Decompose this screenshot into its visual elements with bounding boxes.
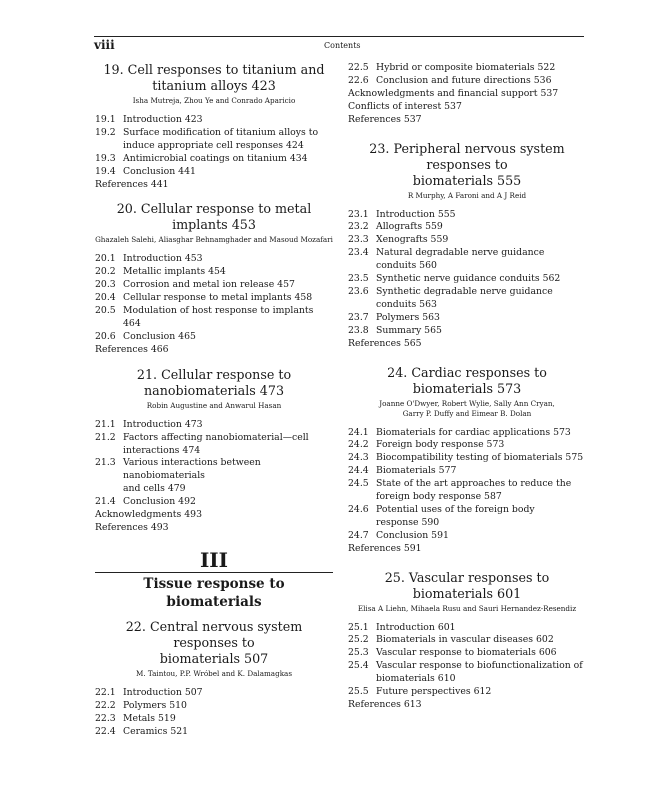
section-title: Conclusion 591 — [376, 529, 449, 541]
section-number: 20.2 — [95, 266, 116, 278]
section-number: 20.1 — [95, 253, 116, 265]
chapter-title-line: 25. Vascular responses to — [384, 569, 550, 585]
running-header — [94, 38, 584, 56]
toc-list — [348, 62, 586, 88]
toc-entry[interactable] — [348, 325, 586, 338]
section-number — [348, 491, 376, 504]
section-title: Conclusion 441 — [123, 165, 196, 177]
chapter-authors: R Murphy, A Faroni and A J Reid — [407, 190, 527, 200]
toc-references: References 591 — [348, 542, 422, 554]
section-title: Polymers 563 — [376, 311, 440, 323]
section-number: 22.4 — [95, 725, 116, 737]
toc-entry[interactable] — [95, 166, 333, 179]
toc-list — [348, 209, 586, 338]
section-number — [95, 445, 123, 458]
section-number: 25.1 — [348, 621, 369, 633]
section-number: 19.1 — [95, 114, 116, 125]
section-number: 24.2 — [348, 439, 369, 451]
section-number — [348, 299, 376, 312]
section-title: Antimicrobial coatings on titanium 434 — [123, 152, 308, 164]
section-title: Conclusion 465 — [123, 330, 196, 342]
section-number: 23.3 — [348, 234, 369, 246]
toc-entry[interactable] — [95, 483, 333, 496]
section-number — [348, 260, 376, 273]
section-title: Introduction 453 — [123, 253, 203, 265]
section-number: 21.4 — [95, 496, 116, 508]
section-number: 19.3 — [95, 152, 116, 164]
toc-acknowledgments: Acknowledgments 493 — [95, 509, 202, 521]
section-title: State of the art approaches to reduce the — [376, 478, 572, 490]
section-title: Future perspectives 612 — [376, 686, 492, 698]
section-number: 20.4 — [95, 292, 116, 304]
header-rule — [94, 36, 584, 37]
toc-references: References 441 — [95, 178, 169, 190]
toc-references: References 537 — [348, 113, 422, 125]
chapter-title-line: titanium alloys 423 — [152, 78, 276, 93]
section-number: 22.1 — [95, 686, 116, 698]
toc-acknowledgments: Acknowledgments and financial support 537 — [348, 87, 559, 99]
chapter-title-line: biomaterials 507 — [159, 650, 269, 666]
toc-entry[interactable] — [348, 530, 586, 543]
chapter-authors: Isha Mutreja, Zhou Ye and Conrado Aparicio — [132, 96, 296, 105]
section-number: 24.6 — [348, 503, 369, 515]
toc-references: References 565 — [348, 337, 422, 349]
toc-entry[interactable] — [95, 114, 333, 127]
toc-entry[interactable] — [348, 234, 586, 247]
section-number: 22.5 — [348, 62, 369, 73]
section-number: 23.8 — [348, 324, 369, 336]
part-rule — [95, 572, 333, 573]
toc-entry[interactable] — [95, 700, 333, 713]
chapter-25 — [348, 570, 586, 712]
toc-entry[interactable] — [348, 465, 586, 478]
section-title: induce appropriate cell responses 424 — [123, 139, 304, 151]
section-title: Surface modification of titanium alloys to — [123, 126, 319, 138]
section-number: 21.2 — [95, 431, 116, 443]
toc-entry[interactable] — [348, 62, 586, 75]
section-title: Introduction 473 — [123, 418, 203, 430]
section-number: 25.5 — [348, 686, 369, 698]
chapter-title-line: nanobiomaterials 473 — [143, 382, 285, 398]
section-title: Synthetic degradable nerve guidance — [376, 285, 553, 297]
section-number: 23.2 — [348, 221, 369, 233]
toc-entry[interactable] — [348, 312, 586, 325]
section-title: Potential uses of the foreign body — [376, 503, 535, 515]
toc-entry[interactable] — [95, 292, 333, 305]
chapter-19 — [95, 62, 333, 191]
section-number: 23.7 — [348, 311, 369, 323]
chapter-authors: Ghazaleh Salehi, Aliasghar Behnamghader and Masoud Mozafari — [95, 235, 333, 245]
section-title: Summary 565 — [376, 324, 442, 336]
toc-entry[interactable] — [95, 153, 333, 166]
section-title: and cells 479 — [123, 483, 186, 495]
section-title: Biomaterials in vascular diseases 602 — [376, 634, 554, 646]
toc-entry[interactable] — [348, 452, 586, 465]
toc-entry[interactable] — [348, 660, 586, 673]
section-title: Biocompatibility testing of biomaterials 575 — [376, 452, 584, 464]
section-number: 25.4 — [348, 660, 369, 672]
toc-entry[interactable] — [348, 299, 586, 312]
toc-entry[interactable] — [348, 260, 586, 273]
running-title: Contents — [324, 41, 361, 50]
toc-entry[interactable] — [95, 445, 333, 458]
chapter-23 — [348, 141, 586, 351]
chapter-title-line: 22. Central nervous system responses to — [125, 618, 303, 650]
section-title: Factors affecting nanobiomaterial—cell — [123, 431, 309, 443]
section-number: 20.6 — [95, 330, 116, 342]
section-number: 19.2 — [95, 126, 116, 138]
toc-entry[interactable] — [348, 209, 586, 222]
chapter-authors: M. Taintou, P.P. Wróbel and K. Dalamagkas — [135, 668, 293, 678]
toc-entry[interactable] — [95, 279, 333, 292]
toc-entry[interactable] — [348, 504, 586, 517]
section-number: 24.1 — [348, 426, 369, 438]
left-column — [95, 62, 333, 738]
toc-entry[interactable] — [348, 647, 586, 660]
toc-entry[interactable] — [95, 266, 333, 279]
section-number — [95, 483, 123, 496]
section-title: Introduction 555 — [376, 208, 456, 220]
section-number: 23.4 — [348, 247, 369, 259]
toc-entry[interactable] — [348, 221, 586, 234]
toc-entry[interactable] — [95, 726, 333, 739]
section-number: 25.3 — [348, 647, 369, 659]
part-title: Tissue response to biomaterials — [143, 575, 285, 610]
section-number: 24.3 — [348, 452, 369, 464]
section-number: 25.2 — [348, 634, 369, 646]
section-title: Hybrid or composite biomaterials 522 — [376, 62, 556, 73]
section-title: conduits 563 — [376, 298, 437, 310]
section-title: Ceramics 521 — [123, 725, 189, 737]
section-title: Xenografts 559 — [376, 234, 449, 246]
chapter-title-line: 24. Cardiac responses to biomaterials 573 — [387, 364, 547, 396]
toc-references: References 493 — [95, 521, 169, 533]
page-number: viii — [94, 38, 115, 52]
section-title: interactions 474 — [123, 444, 201, 456]
section-title: Introduction 507 — [123, 686, 203, 698]
section-title: Various interactions between nanobiomaterials — [123, 457, 261, 482]
chapter-authors: Robin Augustine and Anwarul Hasan — [146, 400, 282, 410]
section-title: Vascular response to biomaterials 606 — [376, 647, 557, 659]
toc-entry[interactable] — [348, 273, 586, 286]
toc-entry[interactable] — [95, 253, 333, 266]
toc-list — [348, 427, 586, 543]
chapter-title-line: 19. Cell responses to titanium and — [103, 62, 325, 77]
section-number: 22.6 — [348, 74, 369, 86]
toc-conflicts: Conflicts of interest 537 — [348, 100, 462, 112]
section-title: Metallic implants 454 — [123, 266, 226, 278]
toc-entry[interactable] — [95, 713, 333, 726]
chapter-title-line: 20. Cellular response to metal — [116, 201, 312, 217]
section-number: 23.5 — [348, 273, 369, 285]
section-title: Polymers 510 — [123, 699, 187, 711]
toc-entry[interactable] — [348, 673, 586, 686]
section-number: 24.4 — [348, 465, 369, 477]
section-title: foreign body response 587 — [376, 491, 502, 503]
section-number: 22.2 — [95, 699, 116, 711]
chapter-title-line: 23. Peripheral nervous system responses to — [369, 140, 565, 172]
toc-entry[interactable] — [95, 140, 333, 153]
section-title: Introduction 423 — [123, 114, 203, 125]
chapter-22-continued — [348, 62, 586, 127]
section-title: Biomaterials for cardiac applications 573 — [376, 426, 571, 438]
section-number: 21.1 — [95, 418, 116, 430]
toc-entry[interactable] — [348, 686, 586, 699]
part-heading — [95, 549, 333, 611]
section-title: Biomaterials 577 — [376, 465, 457, 477]
section-number: 20.3 — [95, 279, 116, 291]
toc-entry[interactable] — [95, 331, 333, 344]
toc-entry[interactable] — [348, 439, 586, 452]
section-number: 24.7 — [348, 529, 369, 541]
section-number: 22.3 — [95, 712, 116, 724]
toc-list — [95, 114, 333, 179]
section-number: 23.1 — [348, 208, 369, 220]
chapter-authors: Garry P. Duffy and Eimear B. Dolan — [402, 408, 532, 418]
part-number: III — [199, 547, 229, 572]
toc-entry[interactable] — [348, 517, 586, 530]
toc-entry[interactable] — [348, 634, 586, 647]
toc-entry[interactable] — [95, 432, 333, 445]
toc-entry[interactable] — [95, 457, 333, 483]
section-title: response 590 — [376, 516, 440, 528]
toc-entry[interactable] — [348, 286, 586, 299]
chapter-22 — [95, 619, 333, 739]
section-title: Foreign body response 573 — [376, 439, 505, 451]
section-title: Vascular response to biofunctionalization of — [376, 660, 583, 672]
section-title: Modulation of host response to implants 464 — [123, 305, 314, 329]
toc-entry[interactable] — [95, 687, 333, 700]
toc-entry[interactable] — [348, 622, 586, 635]
section-number: 24.5 — [348, 478, 369, 490]
chapter-title-line: biomaterials 555 — [412, 172, 522, 188]
section-title: conduits 560 — [376, 260, 437, 272]
toc-references: References 613 — [348, 699, 422, 710]
chapter-title-line: implants 453 — [172, 217, 256, 233]
toc-entry[interactable] — [348, 247, 586, 260]
section-number: 21.3 — [95, 457, 116, 469]
toc-entry[interactable] — [95, 305, 333, 331]
toc-list — [95, 419, 333, 509]
section-title: Allografts 559 — [376, 221, 443, 233]
section-number: 19.4 — [95, 165, 116, 177]
toc-entry[interactable] — [95, 496, 333, 509]
toc-entry[interactable] — [95, 419, 333, 432]
chapter-21 — [95, 367, 333, 535]
chapter-title-line: biomaterials 601 — [412, 585, 522, 601]
section-number — [348, 673, 376, 686]
section-number: 23.6 — [348, 285, 369, 297]
section-title: biomaterials 610 — [376, 673, 456, 685]
chapter-authors: Elisa A Liehn, Mihaela Rusu and Sauri Hernandez-Resendiz — [357, 603, 577, 613]
section-title: Introduction 601 — [376, 621, 456, 633]
toc-entry[interactable] — [348, 478, 586, 491]
toc-list — [95, 253, 333, 343]
toc-entry[interactable] — [95, 127, 333, 140]
section-title: Metals 519 — [123, 712, 176, 724]
section-title: Conclusion and future directions 536 — [376, 74, 552, 86]
toc-list — [348, 622, 586, 699]
toc-list — [95, 687, 333, 739]
section-title: Cellular response to metal implants 458 — [123, 292, 313, 304]
toc-entry[interactable] — [348, 427, 586, 440]
section-title: Corrosion and metal ion release 457 — [123, 279, 295, 291]
chapter-authors: Joanne O'Dwyer, Robert Wylie, Sally Ann Cryan, — [379, 398, 555, 408]
chapter-24 — [348, 365, 586, 556]
toc-references: References 466 — [95, 343, 169, 355]
chapter-20 — [95, 201, 333, 356]
section-title: Synthetic nerve guidance conduits 562 — [376, 273, 561, 285]
section-number — [348, 517, 376, 530]
right-column — [348, 62, 586, 712]
toc-entry[interactable] — [348, 75, 586, 88]
section-title: Conclusion 492 — [123, 496, 196, 508]
section-number: 20.5 — [95, 305, 116, 317]
toc-entry[interactable] — [348, 491, 586, 504]
section-title: Natural degradable nerve guidance — [376, 247, 545, 259]
chapter-title-line: 21. Cellular response to — [136, 366, 292, 382]
section-number — [95, 140, 123, 153]
